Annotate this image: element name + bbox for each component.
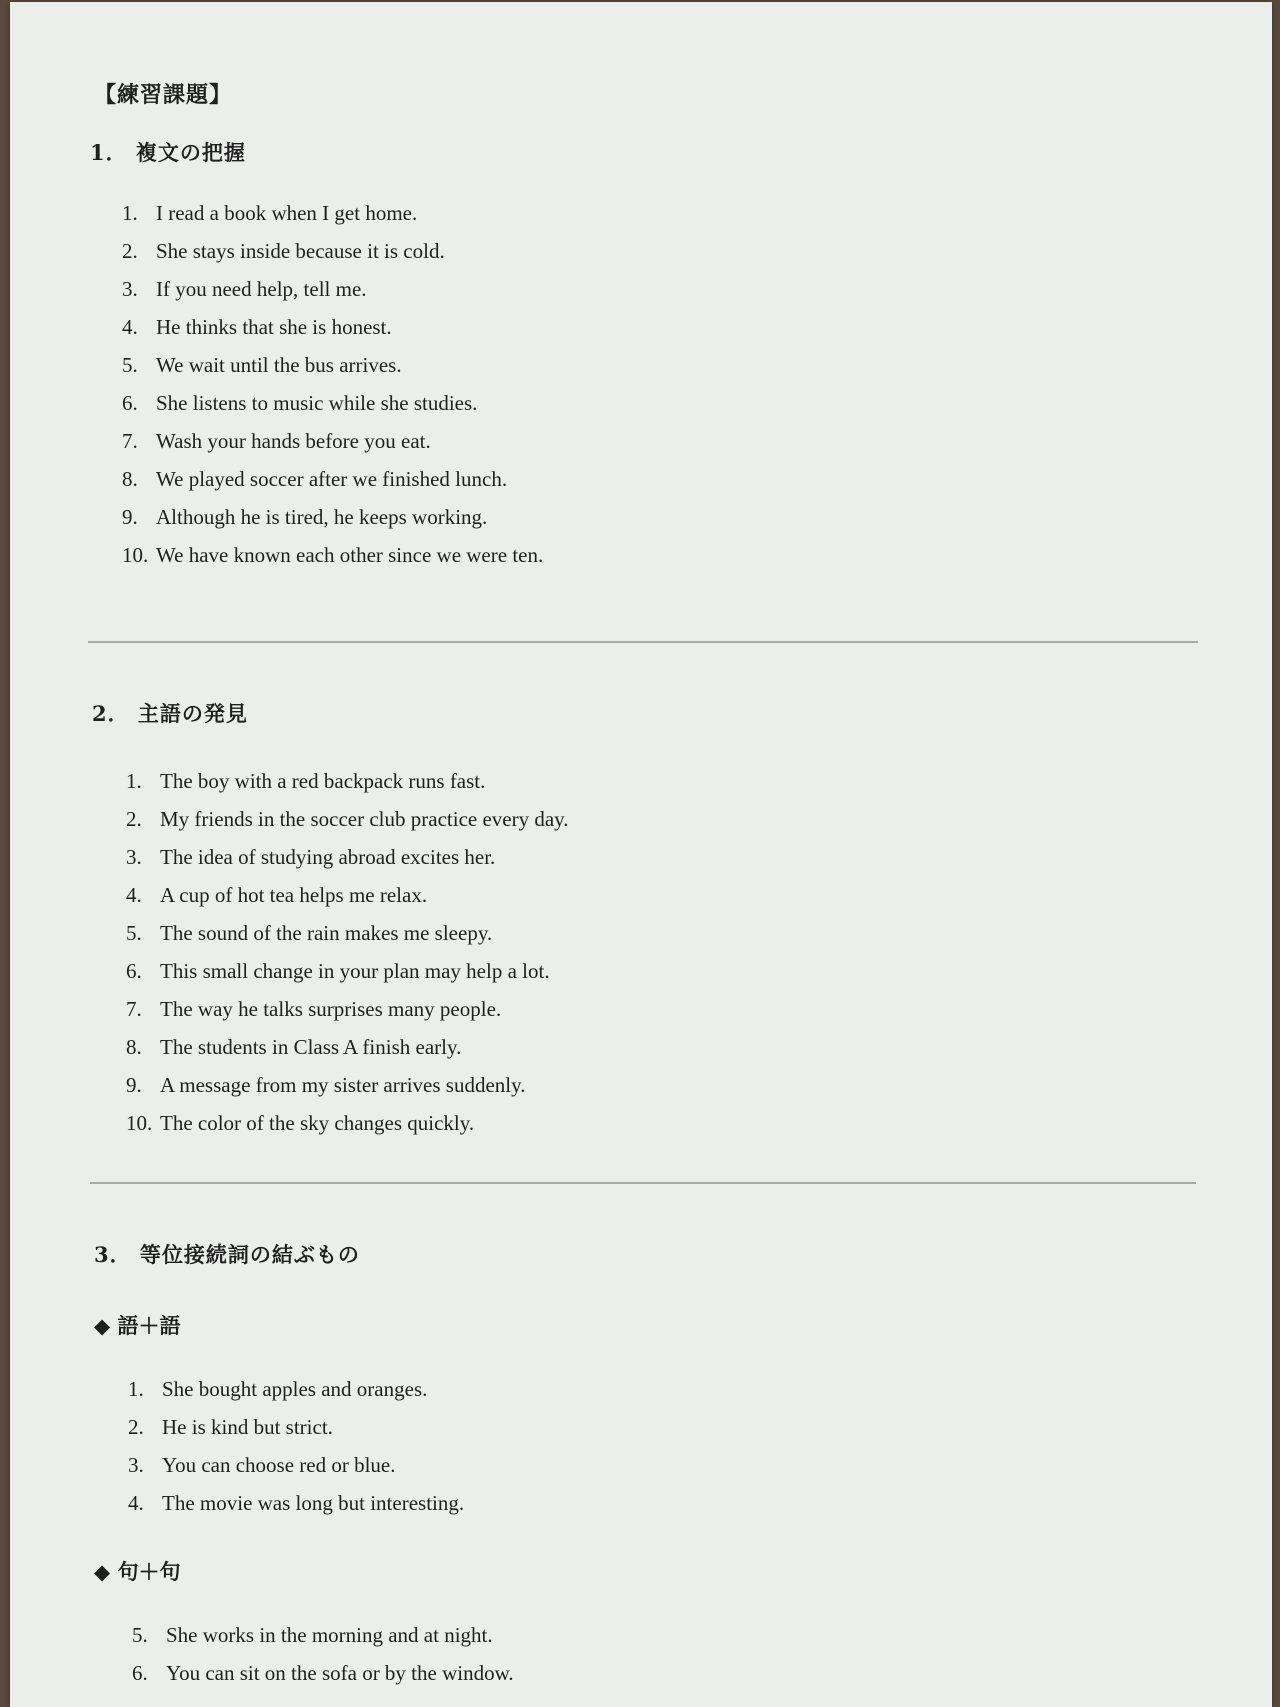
list-item: [126, 1066, 569, 1104]
item-number: 4.: [126, 883, 142, 907]
list-item: [128, 1370, 464, 1408]
item-number: 10.: [122, 543, 149, 567]
list-item: [126, 952, 569, 990]
list-item: [126, 1104, 569, 1142]
list-item: [122, 308, 543, 346]
item-number: 2.: [126, 807, 142, 831]
list-item: [122, 194, 543, 232]
item-number: 4.: [122, 315, 138, 339]
item-number: 6.: [122, 391, 138, 415]
list-item: [126, 876, 569, 914]
item-sentence: The students in Class A finish early.: [160, 1035, 462, 1059]
item-number: 3.: [128, 1453, 144, 1477]
list-item: [126, 838, 569, 876]
item-number: 6.: [132, 1661, 148, 1685]
section-1-list: [122, 194, 543, 574]
section-3-group-1-list: [128, 1370, 464, 1522]
item-number: 9.: [122, 505, 138, 529]
item-sentence: This small change in your plan may help a lot.: [160, 959, 550, 983]
list-item: [132, 1654, 514, 1692]
item-sentence: If you need help, tell me.: [156, 277, 367, 301]
item-number: 1.: [128, 1377, 144, 1401]
item-sentence: She stays inside because it is cold.: [156, 239, 445, 263]
list-item: [126, 990, 569, 1028]
item-sentence: He thinks that she is honest.: [156, 315, 392, 339]
item-sentence: My friends in the soccer club practice every day.: [160, 807, 569, 831]
group-heading-phrase-phrase: ◆ 句＋句: [94, 1559, 181, 1584]
list-item: [126, 914, 569, 952]
document-title: 【練習課題】: [94, 82, 233, 108]
item-number: 7.: [126, 997, 142, 1021]
item-sentence: A message from my sister arrives suddenly.: [160, 1073, 526, 1097]
item-number: 8.: [126, 1035, 142, 1059]
item-sentence: He is kind but strict.: [162, 1415, 333, 1439]
group-heading-word-word: ◆ 語＋語: [94, 1313, 181, 1338]
item-sentence: Wash your hands before you eat.: [156, 429, 431, 453]
item-number: 3.: [122, 277, 138, 301]
item-number: 5.: [132, 1623, 148, 1647]
item-number: 4.: [128, 1491, 144, 1515]
item-number: 2.: [122, 239, 138, 263]
section-3-heading: 3． 等位接続詞の結ぶもの: [94, 1242, 360, 1267]
section-3-group-2-list: [132, 1616, 514, 1692]
item-sentence: She listens to music while she studies.: [156, 391, 478, 415]
item-sentence: We wait until the bus arrives.: [156, 353, 402, 377]
list-item: [126, 762, 569, 800]
list-item: [126, 1028, 569, 1066]
section-2-heading: 2． 主語の発見: [92, 701, 248, 726]
list-item: [122, 536, 543, 574]
section-divider: [88, 641, 1198, 643]
item-sentence: The way he talks surprises many people.: [160, 997, 502, 1021]
item-number: 3.: [126, 845, 142, 869]
item-number: 8.: [122, 467, 138, 491]
list-item: [122, 384, 543, 422]
list-item: [128, 1408, 464, 1446]
item-sentence: We have known each other since we were ten.: [156, 543, 544, 567]
item-sentence: Although he is tired, he keeps working.: [156, 505, 488, 529]
item-number: 10.: [126, 1111, 153, 1135]
item-sentence: The sound of the rain makes me sleepy.: [160, 921, 493, 945]
item-number: 2.: [128, 1415, 144, 1439]
item-sentence: She works in the morning and at night.: [166, 1623, 493, 1647]
item-number: 7.: [122, 429, 138, 453]
item-sentence: You can sit on the sofa or by the window.: [166, 1661, 514, 1685]
list-item: [122, 232, 543, 270]
section-1-heading: 1． 複文の把握: [90, 140, 246, 165]
item-sentence: She bought apples and oranges.: [162, 1377, 428, 1401]
section-2-list: [126, 762, 569, 1142]
item-sentence: The movie was long but interesting.: [162, 1491, 465, 1515]
list-item: [126, 800, 569, 838]
item-sentence: The color of the sky changes quickly.: [160, 1111, 475, 1135]
item-number: 1.: [122, 201, 138, 225]
item-sentence: The boy with a red backpack runs fast.: [160, 769, 486, 793]
list-item: [132, 1616, 514, 1654]
item-sentence: The idea of studying abroad excites her.: [160, 845, 496, 869]
list-item: [128, 1484, 464, 1522]
list-item: [128, 1446, 464, 1484]
list-item: [122, 346, 543, 384]
worksheet-page: [10, 2, 1272, 1707]
item-number: 5.: [122, 353, 138, 377]
item-sentence: I read a book when I get home.: [156, 201, 418, 225]
item-number: 1.: [126, 769, 142, 793]
list-item: [122, 270, 543, 308]
item-sentence: We played soccer after we finished lunch.: [156, 467, 508, 491]
item-sentence: You can choose red or blue.: [162, 1453, 396, 1477]
item-sentence: A cup of hot tea helps me relax.: [160, 883, 428, 907]
item-number: 9.: [126, 1073, 142, 1097]
list-item: [122, 460, 543, 498]
item-number: 6.: [126, 959, 142, 983]
list-item: [122, 498, 543, 536]
section-divider: [90, 1182, 1196, 1184]
item-number: 5.: [126, 921, 142, 945]
list-item: [122, 422, 543, 460]
